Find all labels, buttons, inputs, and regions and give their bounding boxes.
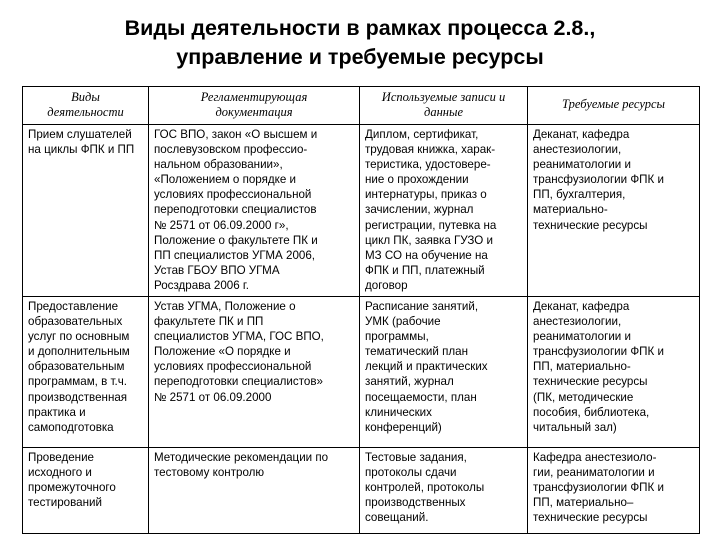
cell-text-line: производственная [28, 390, 128, 404]
cell-text-line: Устав ГБОУ ВПО УГМА [154, 263, 280, 277]
cell-text-line: документация [215, 105, 293, 119]
cell-text-line: № 2571 от 06.09.2000 [154, 390, 272, 404]
cell-text-line: Кафедра анестезиоло- [533, 451, 657, 464]
table-row [23, 448, 700, 534]
cell-text-line: ПП, бухгалтерия, [533, 188, 626, 202]
cell-text-line: технические ресурсы [533, 511, 648, 525]
cell-text-line: «Положением о порядке и [154, 173, 297, 187]
cell-text-line: условиях профессиональной [154, 360, 312, 374]
cell-text-line: технические ресурсы [533, 375, 648, 389]
cell-text-line: самоподготовка [28, 420, 114, 434]
cell-text-line: производственных [365, 496, 466, 510]
cell-activity [23, 448, 149, 534]
cell-text-line: факультете ПК и ПП [154, 315, 264, 329]
cell-text-line: Расписание занятий, [365, 300, 479, 313]
cell-text-line: Росздрава 2006 г. [154, 278, 249, 292]
cell-text-line: Деканат, кафедра [533, 128, 630, 141]
cell-text-line: регистрации, путевка на [365, 218, 497, 232]
cell-resources [528, 125, 700, 297]
cell-text-line: конференций) [365, 420, 442, 434]
header-required-resources [528, 87, 700, 125]
cell-text-line: лекций и практических [365, 360, 488, 374]
cell-text-line: реаниматологии и [533, 330, 631, 344]
cell-text-line: Предоставление [28, 300, 119, 313]
cell-text-line: трансфузиологии ФПК и [533, 345, 664, 359]
cell-text-line: тестовому контролю [154, 466, 265, 480]
cell-text-line: нальном образовании», [154, 158, 283, 172]
cell-text-line: трансфузиологии ФПК и [533, 481, 664, 495]
cell-text-line: программам, в т.ч. [28, 375, 127, 389]
cell-text-line: Деканат, кафедра [533, 300, 630, 313]
cell-text-line: переподготовки специалистов [154, 203, 317, 217]
cell-text-line: программы, [365, 330, 429, 344]
page-title-line-2: управление и требуемые ресурсы [176, 45, 544, 69]
cell-text-line: Положение о факультете ПК и [154, 233, 318, 247]
cell-documentation [149, 297, 360, 448]
cell-text-line: данные [424, 105, 463, 119]
header-activity-types [23, 87, 149, 125]
cell-text-line: теристика, удостовере- [365, 158, 491, 172]
cell-text-line: совещаний. [365, 511, 429, 525]
cell-text-line: услуг по основным [28, 330, 130, 344]
cell-text-line: ГОС ВПО, закон «О высшем и [154, 128, 318, 141]
cell-text-line: деятельности [47, 105, 124, 119]
cell-text-line: Методические рекомендации по [154, 451, 329, 464]
cell-text-line: Проведение [28, 451, 94, 464]
cell-text-line: клинических [365, 405, 432, 419]
cell-text-line: технические ресурсы [533, 218, 648, 232]
cell-records [360, 448, 528, 534]
cell-text-line: трудовая книжка, харак- [365, 143, 496, 157]
cell-text-line: Устав УГМА, Положение о [154, 300, 296, 313]
cell-text-line: и дополнительным [28, 345, 130, 359]
cell-text-line: цикл ПК, заявка ГУЗО и [365, 233, 494, 247]
cell-text-line: тематический план [365, 345, 469, 359]
cell-text-line: исходного и [28, 466, 92, 480]
cell-text-line: тестирований [28, 496, 102, 510]
cell-text-line: Диплом, сертификат, [365, 128, 479, 141]
cell-resources [528, 297, 700, 448]
cell-text-line: практика и [28, 405, 86, 419]
cell-text-line: специалистов УГМА, ГОС ВПО, [154, 330, 324, 344]
cell-text-line: анестезиологии, [533, 315, 622, 329]
table-header-row [23, 87, 700, 125]
cell-text-line: переподготовки специалистов» [154, 375, 323, 389]
cell-text-line: протоколы сдачи [365, 466, 457, 480]
cell-text-line: контролей, протоколы [365, 481, 485, 495]
table-row [23, 297, 700, 448]
cell-text-line: Требуемые ресурсы [561, 97, 666, 112]
cell-resources [528, 448, 700, 534]
cell-records [360, 297, 528, 448]
cell-text-line: ФПК и ПП, платежный [365, 263, 485, 277]
cell-text-line: на циклы ФПК и ПП [28, 143, 135, 157]
cell-text-line: (ПК, методические [533, 390, 634, 404]
cell-text-line: условиях профессиональной [154, 188, 312, 202]
cell-text-line: ние о прохождении [365, 173, 469, 187]
cell-text-line: пособия, библиотека, [533, 405, 650, 419]
cell-text-line: Виды [71, 89, 100, 104]
cell-text-line: трансфузиологии ФПК и [533, 173, 664, 187]
cell-text-line: образовательных [28, 315, 123, 329]
cell-text-line: образовательным [28, 360, 125, 374]
cell-text-line: УМК (рабочие [365, 315, 441, 329]
cell-text-line: ПП, материально- [533, 360, 631, 374]
cell-text-line: анестезиологии, [533, 143, 622, 157]
cell-documentation [149, 448, 360, 534]
cell-activity [23, 125, 149, 297]
cell-text-line: МЗ СО на обучение на [365, 248, 488, 262]
cell-text-line: № 2571 от 06.09.2000 г», [154, 218, 289, 232]
cell-text-line: занятий, журнал [365, 375, 454, 389]
cell-text-line: послевузовском профессио- [154, 143, 308, 157]
cell-documentation [149, 125, 360, 297]
cell-text-line: материально- [533, 203, 608, 217]
cell-activity [23, 297, 149, 448]
cell-text-line: интернатуры, приказ о [365, 188, 487, 202]
cell-text-line: Тестовые задания, [365, 451, 467, 464]
cell-records [360, 125, 528, 297]
cell-text-line: промежуточного [28, 481, 116, 495]
activities-table [22, 86, 700, 534]
cell-text-line: договор [365, 278, 408, 292]
cell-text-line: гии, реаниматологии и [533, 466, 655, 480]
page-title-line-1: Виды деятельности в рамках процесса 2.8., [124, 16, 596, 40]
cell-text-line: Регламентирующая [200, 89, 308, 104]
cell-text-line: ПП специалистов УГМА 2006, [154, 248, 316, 262]
cell-text-line: Положение «О порядке и [154, 345, 291, 359]
header-records-and-data [360, 87, 528, 125]
header-regulatory-documentation [149, 87, 360, 125]
cell-text-line: посещаемости, план [365, 390, 477, 404]
page-title [40, 14, 680, 72]
cell-text-line: Используемые записи и [381, 89, 506, 104]
table-row [23, 125, 700, 297]
cell-text-line: реаниматологии и [533, 158, 631, 172]
cell-text-line: зачислении, журнал [365, 203, 474, 217]
cell-text-line: читальный зал) [533, 420, 617, 434]
cell-text-line: ПП, материально– [533, 496, 634, 510]
cell-text-line: Прием слушателей [28, 128, 132, 141]
